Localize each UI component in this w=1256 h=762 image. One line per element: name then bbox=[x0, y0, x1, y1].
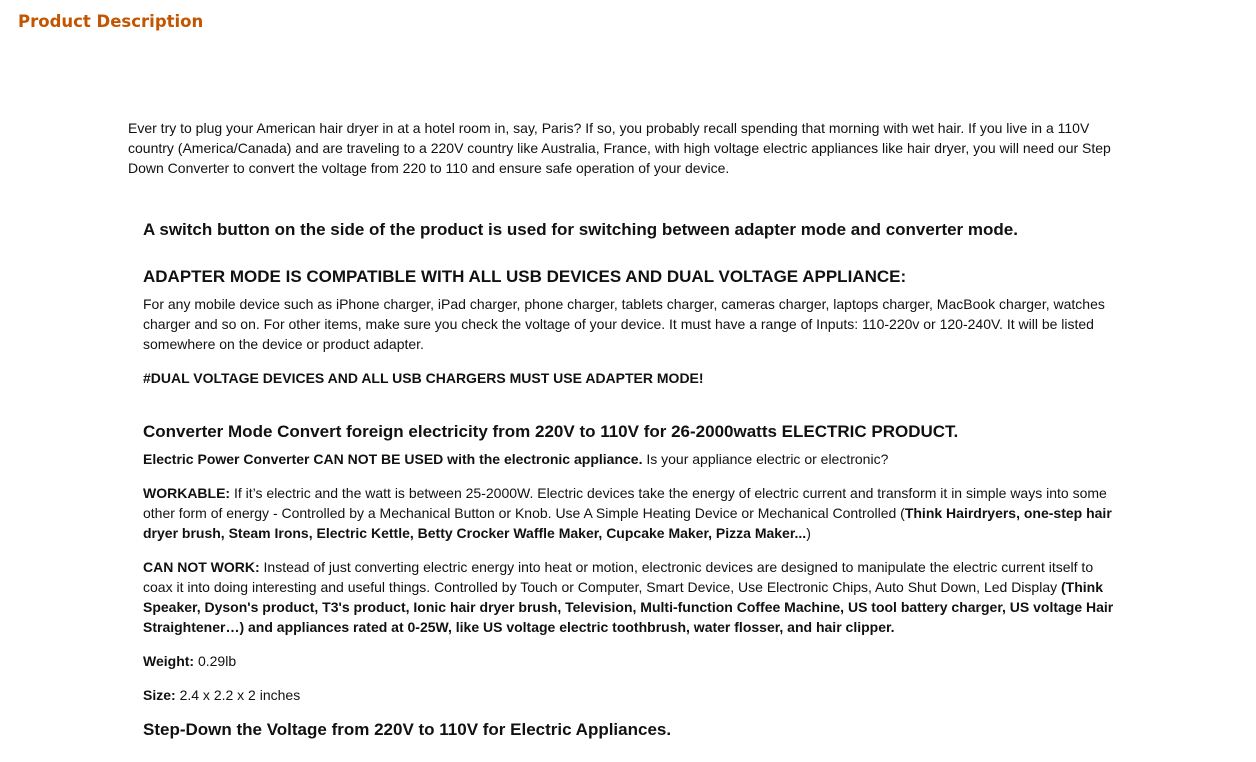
dual-voltage-note-text: #DUAL VOLTAGE DEVICES AND ALL USB CHARGERS MUST USE ADAPTER MODE! bbox=[143, 370, 704, 386]
size-label: Size: bbox=[143, 687, 176, 703]
weight-value: 0.29lb bbox=[194, 653, 237, 669]
size-spec bbox=[143, 685, 1123, 705]
electric-warning bbox=[143, 449, 1123, 469]
size-value: 2.4 x 2.2 x 2 inches bbox=[175, 687, 301, 703]
weight-spec bbox=[143, 651, 1123, 671]
workable-paragraph bbox=[143, 483, 1113, 543]
workable-close: ) bbox=[806, 525, 811, 541]
adapter-mode-text: For any mobile device such as iPhone charger, iPad charger, phone charger, tablets charger, cameras charger, laptops charger, MacBook charger, watches charger and so on. For other items, make sure you check the voltage of your device. It must have a range of Inputs: 110-220v or 120-240V. It will be listed somewhere on the device or product adapter. bbox=[143, 296, 1105, 352]
cannot-work-label: CAN NOT WORK: bbox=[143, 559, 260, 575]
step-down-heading: Step-Down the Voltage from 220V to 110V for Electric Appliances. bbox=[143, 720, 672, 739]
workable-label: WORKABLE: bbox=[143, 485, 231, 501]
dual-voltage-note bbox=[143, 368, 1123, 388]
switch-heading: A switch button on the side of the product is used for switching between adapter mode and converter mode. bbox=[143, 220, 1018, 239]
adapter-mode-heading: ADAPTER MODE IS COMPATIBLE WITH ALL USB DEVICES AND DUAL VOLTAGE APPLIANCE: bbox=[143, 267, 907, 286]
electric-warning-text: Is your appliance electric or electronic? bbox=[642, 451, 889, 467]
section-title: Product Description bbox=[18, 12, 204, 31]
workable-text: If it’s electric and the watt is between 25-2000W. Electric devices take the energy of electric current and transform it in simple ways into some other form of energy - Controlled by a Mechanical Button or Knob. Use A Simple Heating Device or Mechanical Controlled ( bbox=[143, 485, 1107, 521]
workable-examples: Think Hairdryers, one-step hair dryer brush, Steam Irons, Electric Kettle, Betty Crocker Waffle Maker, Cupcake Maker, Pizza Maker... bbox=[143, 505, 1112, 541]
converter-mode-heading: Converter Mode Convert foreign electricity from 220V to 110V for 26-2000watts ELECTRIC PRODUCT. bbox=[143, 422, 959, 441]
weight-label: Weight: bbox=[143, 653, 195, 669]
cannot-work-examples: (Think Speaker, Dyson's product, T3's product, Ionic hair dryer brush, Television, Multi-function Coffee Machine, US tool battery charger, US voltage Hair Straightener…) and appliances rated at 0-25W, like US voltage electric toothbrush, water flosser, and hair clipper. bbox=[143, 579, 1114, 635]
electric-warning-bold: Electric Power Converter CAN NOT BE USED with the electronic appliance. bbox=[143, 451, 643, 467]
intro-paragraph: Ever try to plug your American hair dryer in at a hotel room in, say, Paris? If so, you probably recall spending that morning with wet hair. If you live in a 110V country (America/Canada) and are traveling to a 220V country like Australia, France, with high voltage electric appliances like hair dryer, you will need our Step Down Converter to convert the voltage from 220 to 110 and ensure safe operation of your device. bbox=[128, 120, 1111, 176]
cannot-work-text: Instead of just converting electric energy into heat or motion, electronic devices are designed to manipulate the electric current itself to coax it into doing interesting and useful things. Controlled by Touch or Computer, Smart Device, Use Electronic Chips, Auto Shut Down, Led Display bbox=[143, 559, 1094, 595]
cannot-work-paragraph bbox=[143, 557, 1118, 637]
